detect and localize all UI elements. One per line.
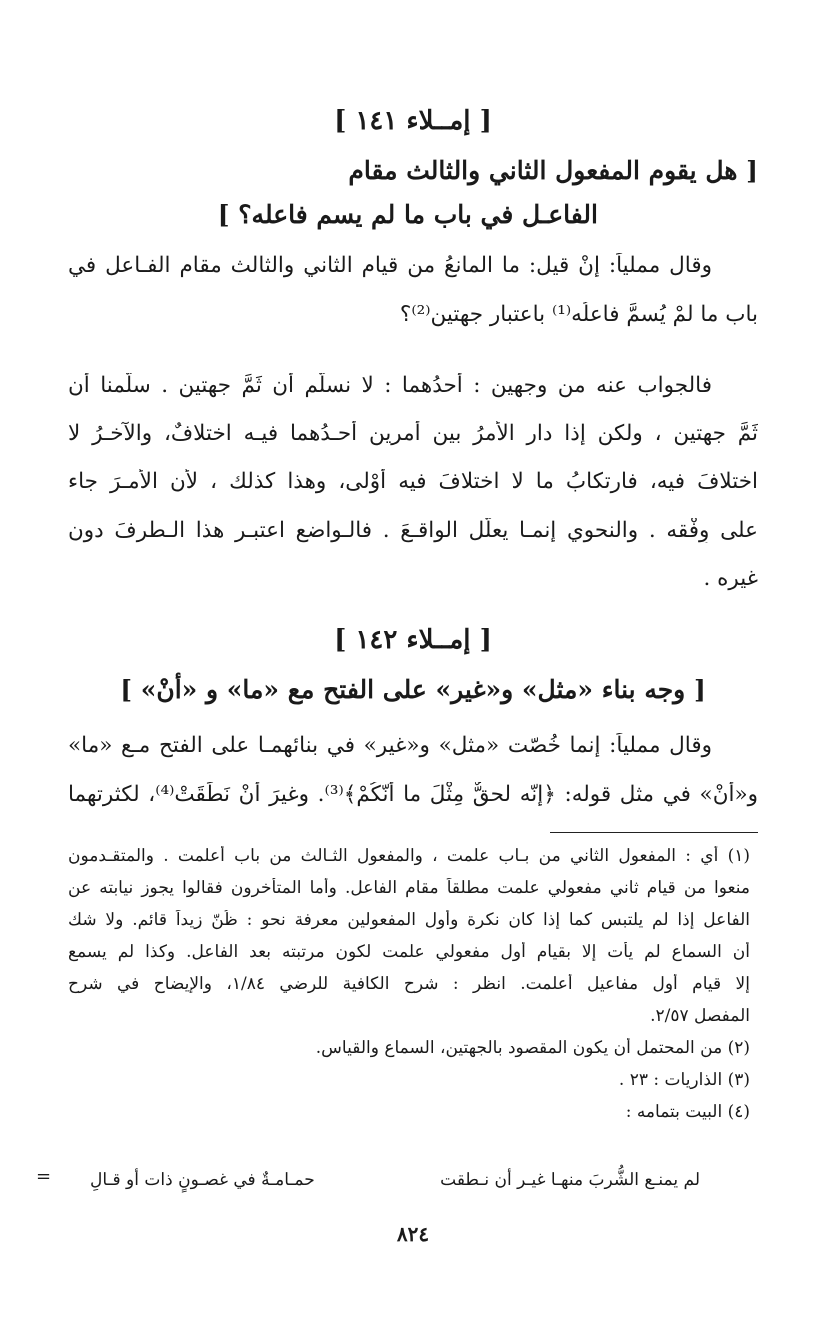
footnote-line: (١) أي : المفعول الثاني من بـاب علمت ، والمفعول الثـالث من باب أعلمت . والمتقـدمون bbox=[68, 846, 750, 866]
footnote-separator bbox=[550, 832, 758, 833]
footnote-line: إلا قيام أول مفاعيل أعلمت. انظر : شرح الكافية للرضي ١/٨٤، والإيضاح في شرح bbox=[68, 974, 750, 994]
body-line: ثَمَّ جهتين ، ولكن إذا دار الأمرُ بين أمرين أحـدُهما فيـه اختلافٌ، والآخـرُ لا bbox=[68, 421, 758, 446]
footnote-line: المفصل ٢/٥٧. bbox=[650, 1006, 750, 1026]
body-line: اختلافَ فيه، فارتكابُ ما لا اختلافَ فيه أَوْلى، وهذا كذلك ، لأن الأمـرَ جاء bbox=[68, 469, 758, 494]
body-line: و«أنْ» في مثل قوله: ﴿إنّه لحقٌّ مِثْلَ ما أنّكُمْ﴾⁽³⁾. وغيرَ أنْ نَطَقَتْ⁽⁴⁾، لكثرتهما bbox=[68, 782, 758, 807]
body-line: فالجواب عنه من وجهين : أحدُهما : لا نسلّم أن ثَمَّ جهتين . سلّمنا أن bbox=[68, 373, 712, 398]
footnote-line: الفاعل إذا لم يلتبس كما إذا كان نكرة وأول المفعولين معرفة نحو : ظُنّ زيداً قائم. ولا شك bbox=[68, 910, 750, 930]
continuation-mark: = bbox=[36, 1166, 52, 1187]
footnote-line: أن السماع لم يأت إلا بقيام أول مفعولي علمت لكون مرتبته بعد الفاعل. وكذا لم يسمع bbox=[68, 942, 750, 962]
body-line: على وِفْقه . والنحوي إنمـا يعلّل الواقـعَ . فالـواضع اعتبـر هذا الـطرفَ دون bbox=[68, 518, 758, 543]
verse-second-hemistich: حمـامـةٌ في غصـونٍ ذات أو قـالِ bbox=[90, 1170, 315, 1190]
page-number: ٨٢٤ bbox=[396, 1222, 430, 1246]
section-title-142: [ إمــلاء ١٤٢ ] bbox=[334, 625, 492, 655]
footnote-2: (٢) من المحتمل أن يكون المقصود بالجهتين، السماع والقياس. bbox=[315, 1038, 750, 1058]
footnote-3: (٣) الذاريات : ٢٣ . bbox=[618, 1070, 750, 1090]
body-line: وقال مملياً: إنما خُصّت «مثل» و«غير» في بنائهمـا على الفتح مـع «ما» bbox=[68, 733, 712, 758]
footnote-4: (٤) البيت بتمامه : bbox=[625, 1102, 750, 1122]
body-line: غيره . bbox=[703, 566, 758, 591]
footnote-line: منعوا من قيام ثاني مفعولي علمت مطلقاً مقام الفاعل. وأما المتأخرون فقالوا يجوز نيابته عن bbox=[68, 878, 750, 898]
section-title-141: [ إمــلاء ١٤١ ] bbox=[334, 106, 492, 136]
section-question-142: [ وجه بناء «مثل» و«غير» على الفتح مع «ما» و «أنْ» ] bbox=[120, 675, 706, 704]
body-line: وقال مملياً: إنْ قيل: ما المانعُ من قيام الثاني والثالث مقام الفـاعل في bbox=[68, 253, 712, 278]
body-line: باب ما لمْ يُسمَّ فاعلُه⁽¹⁾ باعتبار جهتين⁽²⁾؟ bbox=[399, 302, 758, 327]
section-question-line1: [ هل يقوم المفعول الثاني والثالث مقام bbox=[348, 156, 758, 185]
section-question-line2: الفاعـل في باب ما لم يسم فاعله؟ ] bbox=[217, 200, 598, 229]
verse-first-hemistich: لم يمنـع الشُّربَ منهـا غيـر أن نـطقت bbox=[440, 1170, 700, 1190]
